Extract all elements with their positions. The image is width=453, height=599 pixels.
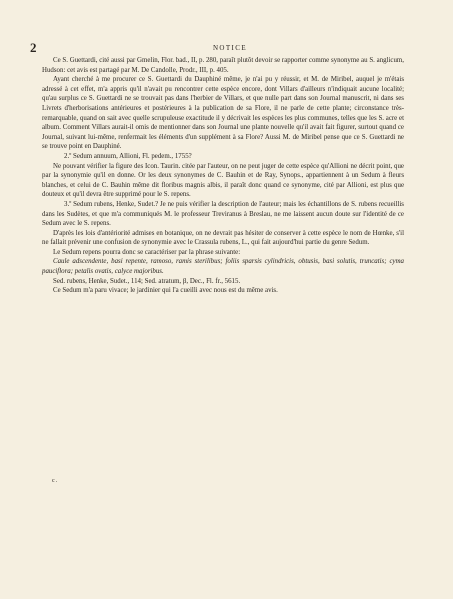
paragraph: 3.º Sedum rubens, Henke, Sudet.? Je ne puis vérifier la description de l'auteur; mais les échantillons de S. rubens recueillis dans les Sudètes, et que m'a communiqués M. le professeur Treviranus à Breslau, ne me laissent aucun doute sur l'identité de ce Sedum avec le S. repens. [42, 200, 404, 228]
latin-diagnosis: Caule adscendente, basi repente, ramoso, ramis sterilibus; foliis sparsis cylindricis, obtusis, basi solutis, truncatis; cyma pauciflora; petalis ovatis, calyce majoribus. [42, 258, 404, 276]
printer-signature: c. [52, 478, 59, 484]
paragraph: Ayant cherché à me procurer ce S. Guettardi du Dauphiné même, je n'ai pu y réussir, et M. de Miribel, auquel je m'étais adressé à cet effet, m'a appris qu'il n'avait pu rencontrer cette espèce encore, dont Villars d'ailleurs n'indiquait aucune localité; qu'au surplus ce S. Guettardi ne se trouvait pas dans l'herbier de Villars, et que nulle part dans son Journal manuscrit, ni dans ses Livrets d'herborisations antérieures et postérieures à la publication de sa Flore, il ne parle de cette plante; circonstance très-remarquable, quand on sait avec quelle scrupuleuse exactitude il y décrivait les espèces les plus communes, telles que les S. acre et album. Comment Villars aurait-il omis de mentionner dans son Journal une plante nouvelle qu'il avait fait figurer, surtout quand ce Journal, suivant lui-même, renfermait les éléments d'un supplément à sa Flore? Aussi M. de Miribel pense que ce S. Guettardi ne se trouve point en Dauphiné. [42, 76, 404, 151]
paragraph: Ne pouvant vérifier la figure des Icon. Taurin. citée par l'auteur, on ne peut juger de cette espèce qu'Allioni ne décrit point, que par la synonymie qu'il en donne. Or les deux synonymes de C. Bauhin et de Ray, Synops., appartiennent à un Sedum à fleurs blanches, et celui de C. Bauhin même dit floribus magnis albis, il paraît donc quand ce synonyme, cité par Allioni, est plus que douteux et qu'il devra être supprimé pour le S. repens. [42, 162, 404, 199]
paragraph: Ce Sedum m'a paru vivace; le jardinier qui l'a cueilli avec nous est du même avis. [53, 287, 278, 295]
paragraph: D'après les lois d'antériorité admises en botanique, on ne devrait pas hésiter de conserver à cette espèce le nom de Hœnke, s'il ne fallait prévenir une confusion de synonymie avec le Crassula rubens, L., qui fait aujourd'hui partie du genre Sedum. [42, 229, 404, 247]
paragraph: Le Sedum repens pourra donc se caractériser par la phrase suivante: [53, 248, 241, 256]
running-head: NOTICE [212, 44, 248, 52]
paragraph: Ce S. Guettardi, cité aussi par Gmelin, Flor. bad., II, p. 280, paraît plutôt devoir se rapporter comme synonyme au S. anglicum, Hudson: cet avis est partagé par M. De Candolle, Prodr., III, p. 405. [42, 57, 404, 74]
body-text [42, 56, 404, 296]
page-header [30, 41, 430, 55]
synonymy-line: Sed. rubens, Henke, Sudet., 114; Sed. atratum, β, Dec., Fl. fr., 5615. [53, 277, 241, 285]
numbered-heading: 2.º Sedum annuum, Allioni, Fl. pedem., 1755? [64, 152, 192, 160]
page-number: 2 [30, 40, 37, 55]
